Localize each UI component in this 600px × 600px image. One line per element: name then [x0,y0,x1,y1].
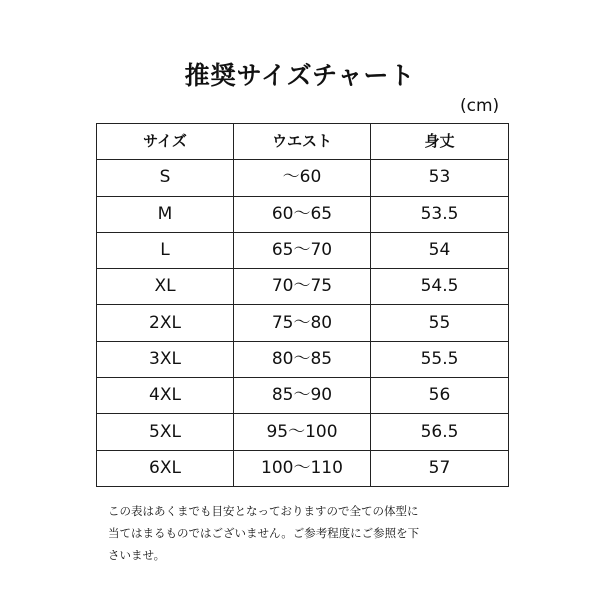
size-cell: XL [97,269,234,305]
length-cell: 54 [371,232,509,268]
table-row [97,414,509,450]
size-cell: 2XL [97,305,234,341]
note-line: 当てはまるものではございません。ご参考程度にご参照を下 [108,526,420,540]
size-table [96,123,509,487]
header-size: サイズ [97,124,234,160]
waist-cell: 100～110 [234,450,371,486]
length-cell: 53 [371,160,509,196]
header-length: 身丈 [371,124,509,160]
waist-cell: 80～85 [234,341,371,377]
chart-title: 推奨サイズチャート [184,61,416,90]
table-row [97,305,509,341]
table-row [97,160,509,196]
size-cell: 5XL [97,414,234,450]
table-row [97,232,509,268]
header-waist: ウエスト [234,124,371,160]
size-cell: S [97,160,234,196]
table-row [97,450,509,486]
unit-label: (cm) [460,96,500,116]
table-header-row [97,124,509,160]
length-cell: 55.5 [371,341,509,377]
note-line: この表はあくまでも目安となっておりますので全ての体型に [108,504,419,518]
length-cell: 55 [371,305,509,341]
size-cell: M [97,196,234,232]
table-row [97,269,509,305]
waist-cell: 70～75 [234,269,371,305]
waist-cell: 95～100 [234,414,371,450]
size-cell: L [97,232,234,268]
size-cell: 3XL [97,341,234,377]
size-cell: 6XL [97,450,234,486]
length-cell: 57 [371,450,509,486]
disclaimer-note [108,500,508,566]
waist-cell: ～60 [234,160,371,196]
waist-cell: 75～80 [234,305,371,341]
waist-cell: 65～70 [234,232,371,268]
table-row [97,341,509,377]
length-cell: 53.5 [371,196,509,232]
table-row [97,378,509,414]
length-cell: 54.5 [371,269,509,305]
length-cell: 56.5 [371,414,509,450]
table-row [97,196,509,232]
waist-cell: 60～65 [234,196,371,232]
length-cell: 56 [371,378,509,414]
note-line: さいませ。 [108,548,166,562]
size-cell: 4XL [97,378,234,414]
waist-cell: 85～90 [234,378,371,414]
